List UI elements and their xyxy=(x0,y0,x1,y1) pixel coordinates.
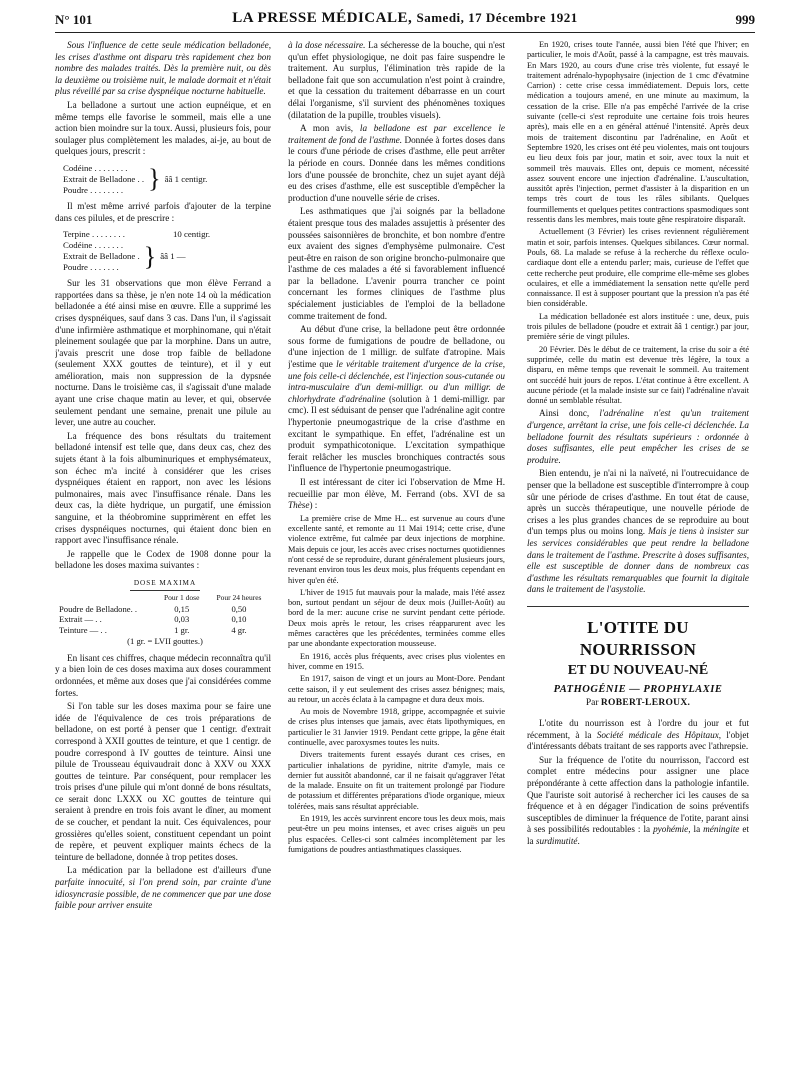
column-1 xyxy=(55,40,271,1075)
text-run: L'otite du nourrisson est à l'ordre du jour et fut récemment, à la xyxy=(527,718,749,740)
table-row xyxy=(59,604,271,615)
text-run: La médication par la belladone est d'ailleurs d'une xyxy=(67,865,271,876)
issue-number: N° 101 xyxy=(55,12,93,27)
paragraph xyxy=(527,468,749,596)
paragraph xyxy=(527,718,749,753)
prescription-item: Codéine . . . . . . . . xyxy=(63,162,128,173)
prescription-item: Poudre . . . . . . . . xyxy=(63,184,124,195)
prescription-item: Codéine . . . . . . . xyxy=(63,240,124,251)
text-run: , la xyxy=(688,824,704,835)
text-run: ) : xyxy=(309,500,318,511)
journal-name: LA PRESSE MÉDICALE, xyxy=(232,10,413,26)
emphasis-text: à la dose nécessaire. xyxy=(288,40,366,50)
text-run: Sur la fréquence de l'otite du nourrisson, l'accord est complet entre médecins pour assigner une place prépondérante à cette affection dans la pathologie infantile. Que l'auriste soit autorisé à rechercher ici les causes de sa fréquence et à en dégager l'indication de soins préventifs susceptibles de diminuer la fréquence de l'otite, parant ainsi à ses possibilités redoutables : la xyxy=(527,754,749,835)
emphasis-text: l'adrénaline n'est qu'un traitement d'urgence, arrêtant la crise, une fois celle-ci déclenchée. La belladone fournit des résultats supérieurs : ordonnée à doses suffisantes, elle peut empêcher les crises de se produire. xyxy=(527,408,749,465)
table-header-row xyxy=(59,593,271,604)
paragraph xyxy=(527,408,749,466)
prescription-dose: 10 centigr. xyxy=(173,229,211,240)
column-2 xyxy=(288,40,505,1075)
observation-paragraph: En 1920, crises toute l'année, aussi bien l'été que l'hiver; en particulier, le mois d'Août, passé à la campagne, est très mauvais. En Mars 1920, au cours d'une crise très violente, fut essayé le traitement adrénalo-hypophysaire (injection de 1 cmc d'évatmine Carrion) : cette crise cessa immédiatement. Depuis lors, cette médication a toujours amené, en une minute au maximum, la cessation de la crise. Elle n'a pas empêché l'arrivée de la crise suivante (celle-ci s'est reproduite une certaine fois trois heures après), mais elle en a en général atténué l'intensité. Après deux mois de traitement discontinu par l'adrénaline, en Août et Septembre 1920, les crises ont été peu violentes, mais ont toujours eu lieu deux fois par jour, matin et soir, avec toux la nuit et sommeil très mauvais. Elles ont, depuis ce moment, nécessité assez souvent encore une injection d'adrénaline. L'auscultation, aussitôt après l'injection, permet d'assister à la disparition en un temps très court de tous les râles sibilants. Quelques fourmillements et quelques petites contractions spasmodiques sont ressentis dans les membres, mais toute gêne respiratoire disparaît. xyxy=(527,40,749,225)
article-title: L'OTITE DU NOURRISSON xyxy=(579,617,697,659)
page-number: 999 xyxy=(735,12,755,27)
text-run: Bien entendu, je n'ai ni la naïveté, ni l'outrecuidance de penser que la belladone est susceptible d'interrompre à coup sûr une période de crises d'asthme. En tout état de cause, après un succès thérapeutique, une nouvelle période de crises a les plus grandes chances de se reproduire au bout d'un temps plus ou moins long. xyxy=(527,468,749,537)
paragraph: Si l'on table sur les doses maxima pour se faire une idée de l'équivalence de ces trois préparations de belladone, on est porté à penser que 1 centigr. d'extrait correspond à XXII gouttes de teinture, et que 1 centigr. de poudre correspond à IV gouttes de teinture. Ainsi une pilule de Trousseau équivaudrait donc à XXV ou XXX gouttes de teinture. Par conséquent, pour remplacer les trois prises d'une pilule qui m'ont donné de bons résultats, ce serait donc LXXX ou XC gouttes de teinture qui seraient à prendre en trois fois avant le dîner, au moment de se coucher, et pendant la nuit. Ces équivalences, pour grossières qu'elles soient, constituent cependant un point de repère, et peuvent expliquer maints échecs de la teinture de belladone, donnée à trop petites doses. xyxy=(55,701,271,862)
table-row xyxy=(59,625,271,636)
observation-paragraph: En 1916, accès plus fréquents, avec crises plus violentes en hiver, comme en 1915. xyxy=(288,651,505,671)
observation-paragraph: L'hiver de 1915 fut mauvais pour la malade, mais l'été assez bon, surtout pendant un séjour de deux mois (Juillet-Août) au bord de la mer: aucune crise ne survint pendant cette période. Deux mois après le retour, les crises réapparurent avec les mêmes caractères que les précédentes, terminées comme elles par une abondante expectoration mousseuse. xyxy=(288,587,505,649)
paragraph: La belladone a surtout une action eupnéique, et en même temps elle favorise le sommeil, mais elle a une action bien moindre sur la toux. Aussi, plusieurs fois, pour soulager plus complètement les malades, ai-je, au bout de quelques jours, prescrit : xyxy=(55,99,271,157)
prescription-item: Poudre . . . . . . . xyxy=(63,262,119,273)
author-name: ROBERT-LEROUX. xyxy=(600,698,691,709)
paragraph xyxy=(527,755,749,848)
prescription-item: Terpine . . . . . . . . xyxy=(63,229,125,240)
table-caption: DOSE MAXIMA xyxy=(133,578,197,587)
page-header xyxy=(55,10,755,33)
case-observation-continued xyxy=(527,40,749,406)
prescription-dose: ââ 1 — xyxy=(160,251,186,262)
table-cell: Poudre de Belladone. . xyxy=(59,603,138,614)
emphasis-text: Mais je tiens à insister sur les services considérables que peut rendre la belladone dans le traitement de l'asthme. Prescrite à doses suffisantes, elle est susceptible de donner dans de nombreux cas d'asthme les résultats remarquables que fournit la digitale dans le traitement de l'asystolie. xyxy=(527,526,749,595)
paragraph xyxy=(288,477,505,512)
observation-paragraph: En 1917, saison de vingt et un jours au Mont-Dore. Pendant cette saison, il y eut seulement des crises assez bénignes; mais, au retour, un accès éclata à la campagne et dura deux mois. xyxy=(288,674,505,704)
article-author xyxy=(527,698,749,710)
paragraph: Je rappelle que le Codex de 1908 donne pour la belladone les doses maxima suivantes : xyxy=(55,548,271,571)
table-row xyxy=(59,614,271,625)
prescription-dose: ââ 1 centigr. xyxy=(164,173,208,184)
emphasis-text: le véritable traitement d'urgence de la crise, une fois celle-ci déclenchée, est l'injection sous-cutanée ou intra-musculaire d'un demi-milligr. ou d'un milligr. de chlorhydrate d'adrénaline xyxy=(288,359,505,404)
emphasis-text: pyohémie xyxy=(653,824,689,835)
paragraph: En lisant ces chiffres, chaque médecin reconnaîtra qu'il y a bien loin de ces doses maxima aux doses couramment ordonnées, et même aux doses que j'ai considérées comme fortes. xyxy=(55,652,271,698)
paragraph: Il m'est même arrivé parfois d'ajouter de la terpine dans ces pilules, et de prescrire : xyxy=(55,200,271,223)
paragraph xyxy=(288,324,505,475)
article-subtitle: PATHOGÉNIE — PROPHYLAXIE xyxy=(553,683,723,695)
paragraph xyxy=(288,123,505,204)
table-cell: 0,10 xyxy=(231,614,247,625)
paragraph: La fréquence des bons résultats du traitement belladoné intensif est telle que, dans deux cas, chez des sujets étant à la fois albuminuriques et emphysémateux, son échec m'a incité à considérer que les crises dyspnéiques étaient en rapport, non avec les lésions pulmonaires, mais avec l'insuffisance rénale. Dans les deux cas, la diète hydrique, un purgatif, une émission sanguine, et la théobromine supprimèrent en effet les crises dyspnéiques nocturnes, qui étaient donc bien en rapport avec l'insuffisance rénale. xyxy=(55,430,271,546)
observation-paragraph: Actuellement (3 Février) les crises reviennent régulièrement matin et soir, parfois intenses. Quelques sibilances. Cœur normal. Pouls, 68. La malade se refuse à la recherche du réflexe oculo-cardiaque dont elle a entendu parler; mais, curieuse de l'effet que cette recherche peut produire, elle comprime elle-même ses globes oculaires, et elle a immédiatement la sensation nette qu'elle perd connaissance. Il est à supposer pourtant que la pression n'a pas été bien considérable. xyxy=(527,227,749,309)
prescription-2 xyxy=(63,229,271,273)
emphasis-text: méningite xyxy=(703,824,740,835)
emphasis-text: Société médicale des Hôpitaux xyxy=(596,729,719,740)
observation-paragraph: Divers traitements furent essayés durant ces crises, en particulier inhalations de pyridine, nitrite d'amyle, mais ce dernier fut aussitôt abandonné, car il ne faisait qu'aggraver l'état de la malade. Ensuite on fit un traitement prolongé par l'iodure de potassium et différentes préparations d'iode organique, mieux tolérées, mais sans résultat appréciable. xyxy=(288,750,505,811)
text-run: (solution à 1 demi-milligr. par cmc). Il est séduisant de penser que l'adrénaline agit contre l'hypertonie pneumogastrique de la crise d'asthme en excitant le sympathique. En effet, l'adrénaline est un produit sympathicotonique. L'excitation sympathique ferait relâcher les muscles bronchiques contractés sous l'influence de l'hypertonie pneumogastrique. xyxy=(288,393,505,474)
text-run: Au début d'une crise, la belladone peut être ordonnée sous forme de fumigations de poudre de belladone, ou d'une injection de 1 milligr. de sulfate d'atropine. Mais j'estime que xyxy=(288,324,505,370)
table-cell: 1 gr. xyxy=(174,625,190,636)
observation-paragraph: 20 Février. Dès le début de ce traitement, la crise du soir a été supprimée, celle du matin est devenue très légère, la toux a disparu, en même temps que revenait le sommeil. Au traitement ont succédé huit jours de repos. L'état continue à être excellent. A aucune période (et la malade insiste sur ce fait) l'adrénaline n'avait donné un semblable résultat. xyxy=(527,344,749,406)
brace-icon: } xyxy=(148,164,161,194)
table-cell: 0,15 xyxy=(174,603,190,614)
text-run: Donnée à fortes doses dans le cours d'une période de crises d'asthme, elle peut arrêter la période en cours. Donnée dans les mêmes conditions lors d'une poussée de bronchite, chez un sujet ayant déjà eu des crises d'asthme, elle est susceptible d'empêcher la production d'une nouvelle série de crises. xyxy=(288,134,505,203)
observation-paragraph: La médication belladonée est alors instituée : une, deux, puis trois pilules de belladone (poudre et extrait ââ 1 centigr.) par jour, première série de vingt pilules. xyxy=(527,311,749,342)
case-observation xyxy=(288,514,505,856)
article-title-line2: ET DU NOUVEAU-NÉ xyxy=(567,662,709,678)
observation-paragraph: Au mois de Novembre 1918, grippe, accompagnée et suivie de crises plus intenses que jamais, avec états lipothymiques, en particulier le 31 Janvier 1919. Pendant cette grippe, la gêne était continuelle, avec paroxysmes toutes les nuits. xyxy=(288,707,505,747)
prescription-1 xyxy=(63,163,271,196)
emphasis-text: parfaite innocuité, si l'on prend soin, par crainte d'une idiosyncrasie possible, de ne commencer que par une dose faible pour arriver ensuite xyxy=(55,877,271,911)
observation-paragraph: La première crise de Mme H... est survenue au cours d'une excellente santé, et remonte au 11 Mai 1914; cette crise, d'une violence extrême, fut calmée par deux injections de morphine. Mais depuis ce jour, les accès avec crises nocturnes quotidiennes n'ont cessé de se reproduire, durant généralement plusieurs jours, revenant environ tous les deux mois, plus fréquents cependant en hiver qu'en été. xyxy=(288,513,505,585)
paragraph: Les asthmatiques que j'ai soignés par la belladone étaient presque tous des malades assujettis à présenter des poussées saisonnières de bronchite, et bon nombre d'entre eux avaient des signes d'emphysème pulmonaire. C'est peut-être en raison de son origine broncho-pulmonaire que l'asthme de ces malades a été si favorablement influencé par la belladone. L'avenir pourra trancher ce point concernant les formes cliniques de l'asthme plus spécialement justiciables de l'emploi de la belladone comme traitement de fond. xyxy=(288,206,505,321)
emphasis-text: Thèse xyxy=(288,500,310,511)
table-header: Pour 1 dose xyxy=(164,592,200,602)
table-footnote: (1 gr. = LVII gouttes.) xyxy=(127,635,203,646)
dose-maxima-table xyxy=(59,578,271,647)
table-cell: 0,03 xyxy=(174,614,190,625)
table-header: Pour 24 heures xyxy=(216,592,262,602)
text-run: La sécheresse de la bouche, qui n'est qu'un effet physiologique, ne doit pas faire suspendre le traitement. Au surplus, l'élimination très rapide de la belladone fait que son accumulation n'est point à craindre, et que la cessation du traitement débarrasse en un court délai l'organisme, s'il survient des phénomènes toxiques (dilatation de la pupille, troubles visuels). xyxy=(288,40,505,120)
emphasis-text: surdimutité xyxy=(535,836,578,847)
table-cell: 0,50 xyxy=(231,603,247,614)
text-run: Ainsi donc, xyxy=(539,408,600,419)
author-prefix: Par xyxy=(585,698,601,709)
section-divider xyxy=(527,606,749,607)
paragraph: Sous l'influence de cette seule médication belladonée, les crises d'asthme ont disparu très rapidement chez bon nombre des malades traités. Dès la première nuit, ou dès la deuxième ou troisième nuit, le malade dormait et n'était plus réveillé par sa crise dyspnéique nocturne habituelle. xyxy=(55,40,271,97)
paragraph xyxy=(288,40,505,121)
emphasis-text: la belladone est par excellence le traitement de fond de l'asthme. xyxy=(288,123,505,145)
text-run: A mon avis, xyxy=(300,123,360,134)
prescription-item: Extrait de Belladone . . xyxy=(63,173,145,184)
text-run: , l'objet d'intéressants débats traitant de ses rapports avec l'athrepsie. xyxy=(527,729,749,752)
table-header xyxy=(59,593,157,604)
text-run: Il est intéressant de citer ici l'observation de Mme H. recueillie par mon élève, M. Ferrand (obs. XVI de sa xyxy=(288,476,505,499)
prescription-item: Extrait de Belladone . xyxy=(63,251,140,262)
paragraph xyxy=(55,865,271,911)
column-3 xyxy=(527,40,749,1075)
text-run: et la xyxy=(527,824,749,847)
paragraph: Sur les 31 observations que mon élève Ferrand a rapportées dans sa thèse, je n'en note 14 où la médication belladonée a été ainsi mise en œuvre. Elle a supprimé les crises dyspnéiques, sauf dans 3 cas. Dans l'un, il s'agissait d'une infirmière asthmatique et morphinomane, qui n'était pleinement soulagée que par la morphine. Dans un autre, j'avais prescrit une dose trop faible de belladone (seulement XXX gouttes de teinture), et il y eut amélioration, mais non suppression de la dypsnée nocturne. Dans le troisième cas, il s'agissait d'une malade ayant une crise chaque matin au lever, et qui, observée seulement pendant une semaine, prenait une pilule au lever, une autre au coucher. xyxy=(55,278,271,428)
issue-date: Samedi, 17 Décembre 1921 xyxy=(416,10,578,25)
table-cell: Teinture — . . xyxy=(59,625,107,636)
caption-rule xyxy=(130,590,200,591)
journal-title xyxy=(55,10,755,27)
table-cell: Extrait — . . xyxy=(59,614,102,625)
text-run: . xyxy=(577,836,580,847)
observation-paragraph: En 1919, les accès survinrent encore tous les deux mois, mais peut-être un peu moins intenses, et avec crises aiguës un peu plus espacées. Celles-ci sont calmées incomplètement par les fumigations de poudres antiasthmatiques classiques. xyxy=(288,814,505,854)
table-cell: 4 gr. xyxy=(231,625,247,636)
brace-icon: } xyxy=(143,241,157,271)
